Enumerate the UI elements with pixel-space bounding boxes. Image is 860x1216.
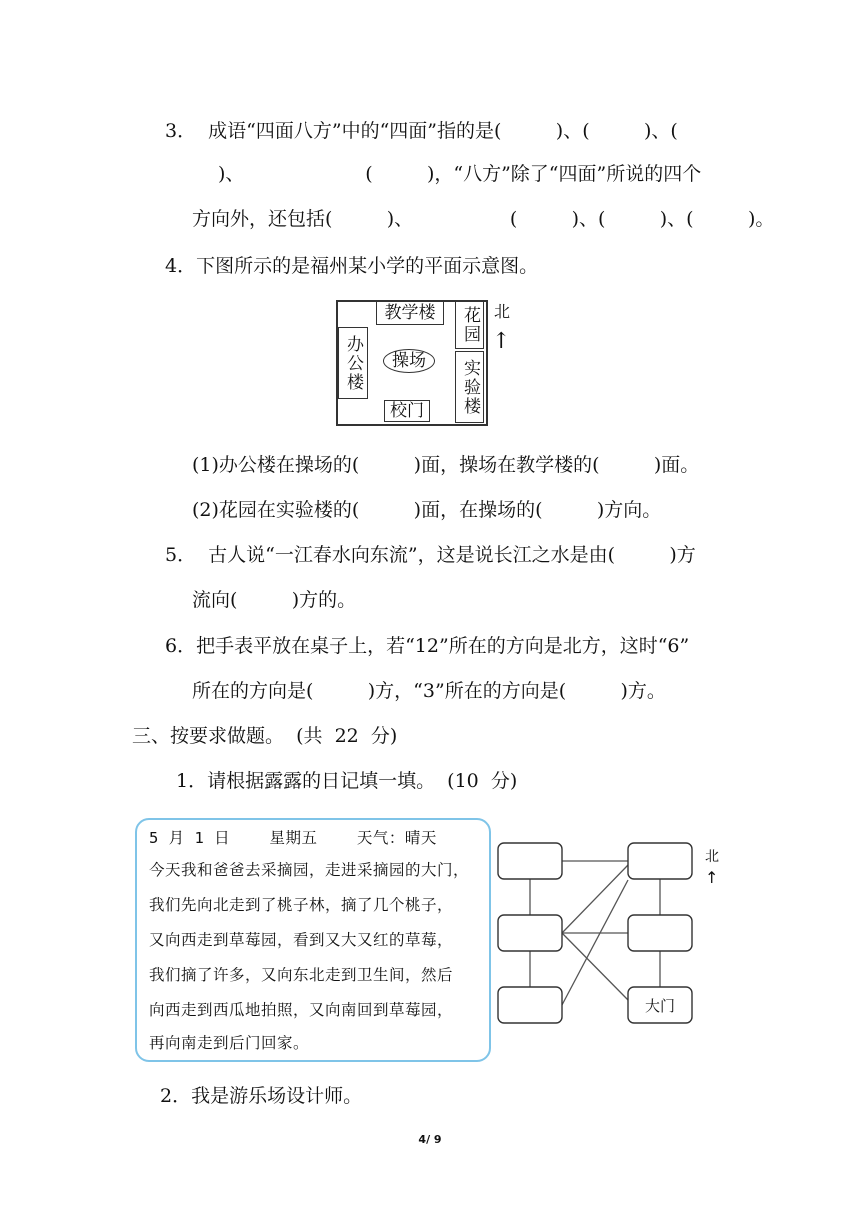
map-gate: 校门 (384, 400, 430, 422)
diary-box (135, 818, 491, 1062)
diary-line: 今天我和爸爸去采摘园，走进采摘园的大门， (149, 861, 470, 879)
route-box-empty (498, 843, 562, 879)
page-number: 4/ 9 (418, 1133, 442, 1146)
q5-line2: 流向( )方的。 (192, 589, 357, 611)
diary-line: 向西走到西瓜地拍照，又向南回到草莓园， (149, 1001, 454, 1019)
route-north-arrow-icon: ↑ (705, 868, 719, 887)
diary-line: 再向南走到后门回家。 (149, 1034, 310, 1052)
map-teaching-building: 教学楼 (376, 301, 444, 325)
diary-line: 我们先向北走到了桃子林，摘了几个桃子， (149, 896, 454, 914)
route-diagram (495, 835, 735, 1035)
route-north-label: 北 (705, 849, 719, 865)
diary-line: 又向西走到草莓园，看到又大又红的草莓， (149, 931, 454, 949)
route-gate-label: 大门 (644, 997, 676, 1015)
map-garden: 花园 (455, 301, 484, 349)
q3-line1: 3． 成语“四面八方”中的“四面”指的是( )、( )、( (165, 120, 678, 142)
route-box-empty (628, 843, 692, 879)
q4-title: 4．下图所示的是福州某小学的平面示意图。 (165, 255, 539, 277)
section3-q1: 1．请根据露露的日记填一填。 (10 分) (176, 770, 518, 792)
map-lab: 实验楼 (455, 351, 484, 423)
diary-header: 5 月 1 日 星期五 天气：晴天 (149, 829, 437, 847)
q3-line2: )、 ( )，“八方”除了“四面”所说的四个 (218, 163, 702, 185)
map-north-label: 北 (494, 302, 511, 321)
map-playground: 操场 (383, 349, 435, 373)
map-office: 办公楼 (338, 327, 368, 399)
map-north-arrow-icon: ↑ (492, 329, 511, 354)
q6-line1: 6．把手表平放在桌子上，若“12”所在的方向是北方，这时“6” (165, 635, 690, 657)
route-box-empty (498, 987, 562, 1023)
q4-sub2: (2)花园在实验楼的( )面，在操场的( )方向。 (192, 499, 662, 521)
route-box-empty (628, 915, 692, 951)
q5-line1: 5． 古人说“一江春水向东流”，这是说长江之水是由( )方 (165, 544, 696, 566)
route-box-empty (498, 915, 562, 951)
section3-q2: 2．我是游乐场设计师。 (160, 1085, 363, 1107)
q6-line2: 所在的方向是( )方，“3”所在的方向是( )方。 (192, 680, 666, 702)
q3-line3: 方向外，还包括( )、 ( )、( )、( )。 (192, 208, 775, 230)
diary-line: 我们摘了许多，又向东北走到卫生间，然后 (149, 966, 454, 984)
q4-sub1: (1)办公楼在操场的( )面，操场在教学楼的( )面。 (192, 454, 700, 476)
section3-title: 三、按要求做题。 (共 22 分) (132, 725, 398, 747)
